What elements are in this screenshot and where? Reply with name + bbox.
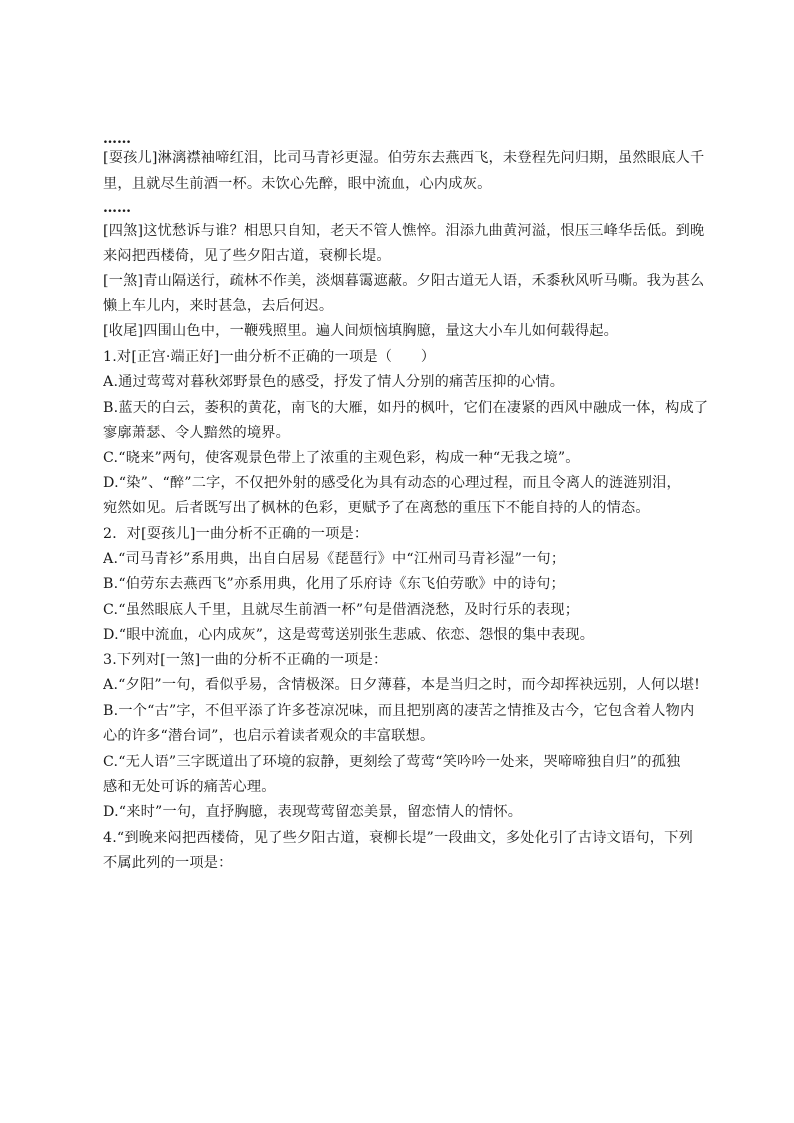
option-b-cont: 寥廓萧瑟、令人黯然的境界。 [103, 425, 291, 441]
text-line: 懒上车儿内，来时甚急，去后何迟。 [103, 298, 334, 314]
option-d: D.“眼中流血，心内成灰”，这是莺莺送别张生悲戚、依恋、怨恨的集中表现。 [103, 627, 595, 643]
text-line: 来闷把西楼倚，见了些夕阳古道，衰柳长堤。 [103, 248, 391, 264]
option-d: D.“来时”一句，直抒胸臆，表现莺莺留恋美景，留恋情人的情怀。 [103, 804, 523, 820]
option-a: A.“夕阳”一句，看似乎易，含情极深。日夕薄暮，本是当归之时，而今却挥袂远别，人何以堪! [103, 677, 701, 693]
option-d: D.“染”、“醉”二字，不仅把外射的感受化为具有动态的心理过程，而且令离人的涟涟别泪， [103, 475, 681, 491]
question-title: 2．对[耍孩儿]一曲分析不正确的一项是： [103, 526, 369, 542]
ellipsis-line: …… [103, 200, 131, 216]
option-a: A.“司马青衫”系用典，出自白居易《琵琶行》中“江州司马青衫湿”一句； [103, 551, 566, 567]
question-title: 1.对[正宫·端正好]一曲分析不正确的一项是（ ） [103, 349, 436, 365]
ellipsis-line: …… [103, 131, 131, 147]
option-a: A.通过莺莺对暮秋郊野景色的感受，抒发了情人分别的痛苦压抑的心情。 [103, 374, 565, 390]
question-title-cont: 不属此列的一项是： [103, 855, 233, 871]
option-b-cont: 心的许多“潜台词”，也启示着读者观众的丰富联想。 [103, 728, 435, 744]
question-title: 4.“到晚来闷把西楼倚，见了些夕阳古道，衰柳长堤”一段曲文，多处化引了古诗文语句，下列 [103, 830, 693, 846]
option-c: C.“虽然眼底人千里，且就尽生前酒一杯”句是借酒浇愁，及时行乐的表现； [103, 602, 580, 618]
text-line: 里，且就尽生前酒一杯。未饮心先醉，眼中流血，心内成灰。 [103, 176, 492, 192]
option-c: C.“无人语”三字既道出了环境的寂静，更刻绘了莺莺“笑吟吟一处来，哭啼啼独自归”的孤独 [103, 754, 681, 770]
option-b: B.“伯劳东去燕西飞”亦系用典，化用了乐府诗《东飞伯劳歌》中的诗句； [103, 576, 565, 592]
option-b: B.一个“古”字，不但平添了许多苍凉况味，而且把别离的凄苦之情推及古今，它包含着人物内 [103, 703, 695, 719]
option-d-cont: 宛然如见。后者既写出了枫林的色彩，更赋予了在离愁的重压下不能自持的人的情态。 [103, 500, 650, 516]
question-title: 3.下列对[一煞]一曲的分析不正确的一项是： [103, 652, 388, 668]
option-c: C.“晓来”两句，使客观景色带上了浓重的主观色彩，构成一种“无我之境”。 [103, 450, 580, 466]
text-line: [一煞]青山隔送行，疏林不作美，淡烟暮霭遮蔽。夕阳古道无人语，禾黍秋风听马嘶。我为甚么 [103, 273, 705, 289]
text-line: [耍孩儿]淋漓襟袖啼红泪，比司马青衫更湿。伯劳东去燕西飞，未登程先问归期，虽然眼底人千 [103, 150, 705, 166]
text-line: [四煞]这忧愁诉与谁？相思只自知，老天不管人憔悴。泪添九曲黄河溢，恨压三峰华岳低。到晚 [103, 223, 705, 239]
text-line: [收尾]四围山色中，一鞭残照里。遍人间烦恼填胸臆，量这大小车儿如何载得起。 [103, 323, 619, 339]
option-b: B.蓝天的白云，萎积的黄花，南飞的大雁，如丹的枫叶，它们在凄紧的西风中融成一体，构成了 [103, 400, 709, 416]
option-c-cont: 感和无处可诉的痛苦心理。 [103, 779, 276, 795]
